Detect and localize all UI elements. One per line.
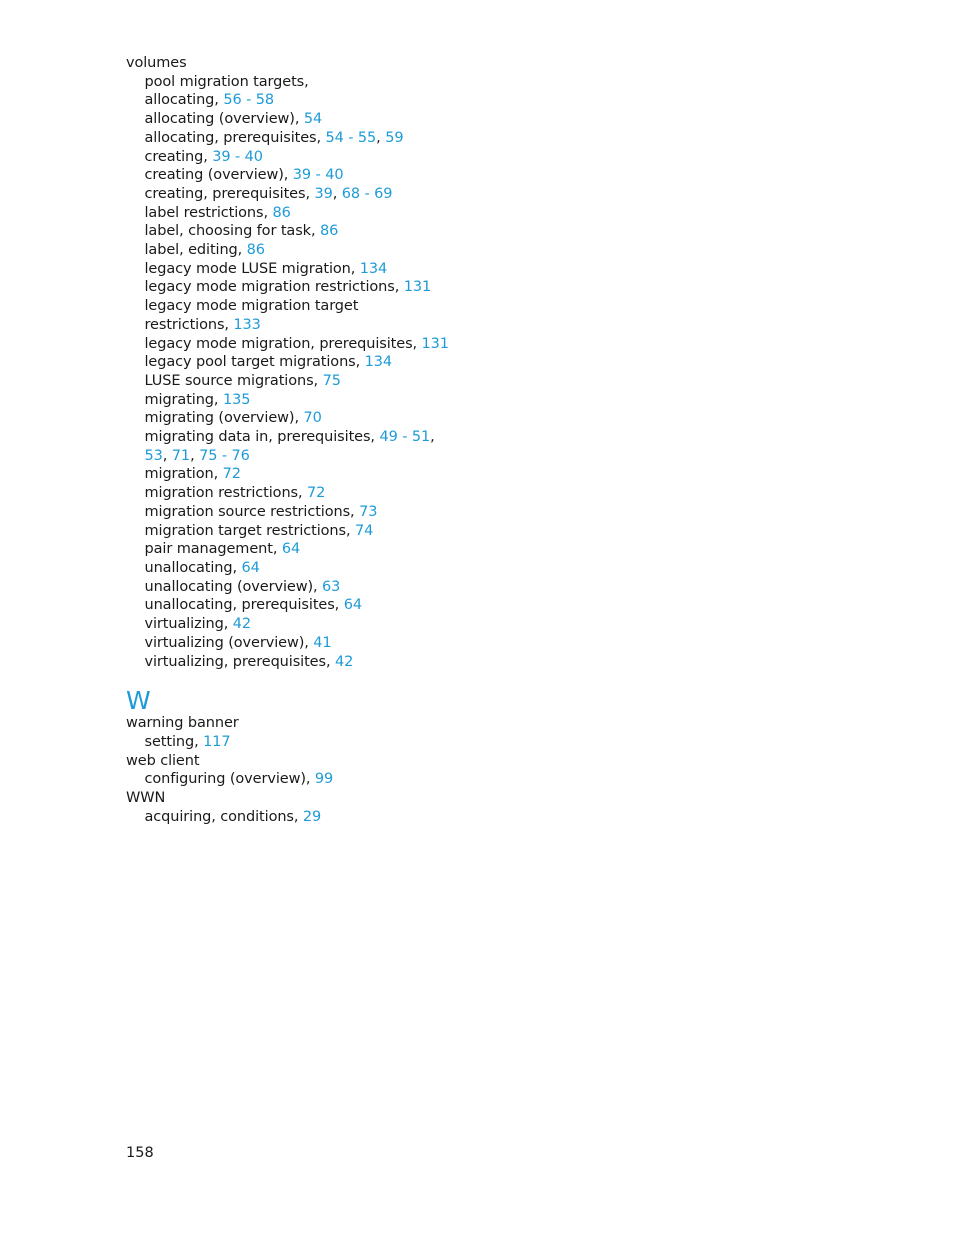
index-subentry bbox=[126, 353, 466, 372]
index-subentry-label: legacy mode migration restrictions, bbox=[144, 279, 404, 296]
page-reference-link[interactable]: 99 bbox=[314, 771, 334, 788]
page-reference-link[interactable]: 75 bbox=[322, 372, 341, 389]
page-reference-link[interactable]: 86 bbox=[272, 204, 291, 221]
index-subentry-label: legacy mode migration, prerequisites, bbox=[144, 335, 422, 352]
index-subentry-label: unallocating, bbox=[144, 559, 242, 576]
ref-separator: , bbox=[430, 429, 435, 446]
page-reference-link[interactable]: 68 - 69 bbox=[341, 185, 393, 202]
page-reference-link[interactable]: 134 bbox=[359, 260, 388, 277]
page-reference-link[interactable]: 56 - 58 bbox=[223, 92, 274, 109]
index-subentry-label: allocating (overview), bbox=[144, 111, 304, 128]
index-subentry-label: label, editing, bbox=[144, 242, 247, 259]
page-reference-link[interactable]: 117 bbox=[203, 733, 231, 750]
ref-separator: , bbox=[190, 447, 200, 464]
index-subentry-label: label restrictions, bbox=[144, 204, 273, 221]
index-subentry bbox=[126, 465, 466, 484]
index-subentry-label: pool migration targets, bbox=[144, 73, 309, 90]
index-subentry-label: LUSE source migrations, bbox=[144, 372, 323, 389]
index-subentry bbox=[126, 241, 466, 260]
index-subentry-label: acquiring, conditions, bbox=[144, 808, 303, 825]
page-reference-link[interactable]: 131 bbox=[403, 279, 432, 296]
index-subentry-label: creating, prerequisites, bbox=[144, 185, 315, 202]
index-subentry-label: legacy pool target migrations, bbox=[144, 354, 365, 371]
index-subentry bbox=[126, 578, 466, 597]
index-subentry-label: migration target restrictions, bbox=[144, 522, 355, 539]
index-subentry-label: legacy mode migration target restrictions, bbox=[144, 298, 359, 333]
page-reference-link[interactable]: 64 bbox=[241, 559, 260, 576]
page-reference-link[interactable]: 49 - 51 bbox=[379, 429, 431, 446]
index-letter-heading: W bbox=[126, 686, 151, 716]
page-reference-link[interactable]: 131 bbox=[421, 335, 449, 352]
index-subentry-label: virtualizing (overview), bbox=[144, 634, 314, 651]
index-subentry-label: allocating, prerequisites, bbox=[144, 129, 326, 146]
index-column bbox=[126, 54, 466, 826]
index-term bbox=[126, 714, 466, 733]
index-subentry-label: creating (overview), bbox=[144, 167, 293, 184]
page-reference-link[interactable]: 54 - 55 bbox=[325, 129, 377, 146]
page-reference-link[interactable]: 39 - 40 bbox=[212, 148, 263, 165]
page-reference-link[interactable]: 70 bbox=[303, 410, 322, 427]
index-subentry-label: migration source restrictions, bbox=[144, 503, 360, 520]
index-subentry-label: unallocating, prerequisites, bbox=[144, 597, 344, 614]
index-subentry-label: configuring (overview), bbox=[144, 771, 315, 788]
index-subentry-label: label, choosing for task, bbox=[144, 223, 320, 240]
index-subentry bbox=[126, 110, 466, 129]
index-subentry bbox=[126, 540, 466, 559]
index-subentry-label: creating, bbox=[144, 148, 213, 165]
index-subentry bbox=[126, 222, 466, 241]
index-subentry bbox=[126, 372, 466, 391]
page-reference-link[interactable]: 42 bbox=[232, 616, 252, 633]
index-term bbox=[126, 789, 466, 808]
index-term-label: volumes bbox=[126, 55, 187, 71]
index-subentry bbox=[126, 73, 466, 92]
index-subentry bbox=[126, 733, 466, 752]
page-reference-link[interactable]: 74 bbox=[355, 522, 374, 539]
page-reference-link[interactable]: 72 bbox=[222, 466, 241, 483]
index-subentry bbox=[126, 770, 466, 789]
index-subentry-label: migrating data in, prerequisites, bbox=[144, 429, 380, 446]
page-reference-link[interactable]: 71 bbox=[171, 447, 191, 464]
page-reference-link[interactable]: 75 - 76 bbox=[199, 447, 250, 464]
index-subentry bbox=[126, 278, 466, 297]
page-reference-link[interactable]: 64 bbox=[343, 597, 362, 614]
index-term bbox=[126, 54, 466, 73]
index-subentry bbox=[126, 559, 466, 578]
index-subentry bbox=[126, 185, 466, 204]
index-subentry-label: migration restrictions, bbox=[144, 485, 308, 502]
index-subentry-label: migration, bbox=[144, 466, 223, 483]
index-term bbox=[126, 752, 466, 771]
index-subentry bbox=[126, 91, 466, 110]
page-reference-link[interactable]: 29 bbox=[302, 808, 322, 825]
index-subentry bbox=[126, 129, 466, 148]
index-term-label: warning banner bbox=[126, 715, 239, 732]
index-term-label: web client bbox=[126, 752, 200, 769]
page-reference-link[interactable]: 59 bbox=[385, 129, 404, 146]
index-subentry-label: allocating, bbox=[144, 92, 224, 109]
page-reference-link[interactable]: 64 bbox=[281, 541, 301, 558]
index-subentry bbox=[126, 297, 445, 334]
page-number: 158 bbox=[126, 1145, 154, 1161]
page-reference-link[interactable]: 39 bbox=[314, 185, 333, 202]
page-reference-link[interactable]: 42 bbox=[334, 653, 354, 670]
page-reference-link[interactable]: 135 bbox=[222, 391, 251, 408]
index-subentry bbox=[126, 634, 466, 653]
page-reference-link[interactable]: 54 bbox=[303, 111, 323, 128]
index-subentry-label: virtualizing, bbox=[144, 616, 233, 633]
page-reference-link[interactable]: 133 bbox=[233, 316, 261, 333]
index-subentry-label: migrating, bbox=[144, 391, 223, 408]
ref-separator: , bbox=[162, 447, 172, 464]
page-reference-link[interactable]: 86 bbox=[246, 242, 265, 259]
index-subentry-label: legacy mode LUSE migration, bbox=[144, 260, 360, 277]
index-subentry bbox=[126, 615, 466, 634]
page-reference-link[interactable]: 39 - 40 bbox=[292, 167, 344, 184]
index-subentry bbox=[126, 484, 466, 503]
index-subentry bbox=[126, 596, 466, 615]
index-subentry-label: pair management, bbox=[144, 541, 282, 558]
ref-separator: , bbox=[376, 129, 386, 146]
index-subentry-label: virtualizing, prerequisites, bbox=[144, 653, 335, 670]
index-subentry-label: setting, bbox=[144, 733, 204, 750]
ref-separator: , bbox=[332, 185, 342, 202]
index-subentry bbox=[126, 653, 466, 672]
index-subentry bbox=[126, 204, 466, 223]
page-reference-link[interactable]: 73 bbox=[359, 503, 378, 520]
index-subentry bbox=[126, 260, 466, 279]
index-subentry-label: migrating (overview), bbox=[144, 410, 304, 427]
index-subentry bbox=[126, 391, 466, 410]
index-subentry bbox=[126, 335, 466, 354]
page-reference-link[interactable]: 72 bbox=[307, 485, 326, 502]
index-subentry bbox=[126, 808, 466, 827]
index-subentry bbox=[126, 409, 466, 428]
index-subentry-label: unallocating (overview), bbox=[144, 578, 323, 595]
index-term-label: WWN bbox=[126, 790, 166, 807]
page-reference-link[interactable]: 86 bbox=[319, 223, 339, 240]
page-reference-link[interactable]: 63 bbox=[322, 578, 341, 595]
page-reference-link[interactable]: 41 bbox=[313, 634, 332, 651]
index-subentry bbox=[126, 428, 445, 465]
index-subentry bbox=[126, 503, 466, 522]
page-reference-link[interactable]: 53 bbox=[144, 447, 163, 464]
index-subentry bbox=[126, 148, 466, 167]
index-subentry bbox=[126, 522, 466, 541]
page-reference-link[interactable]: 134 bbox=[364, 354, 393, 371]
index-subentry bbox=[126, 166, 466, 185]
